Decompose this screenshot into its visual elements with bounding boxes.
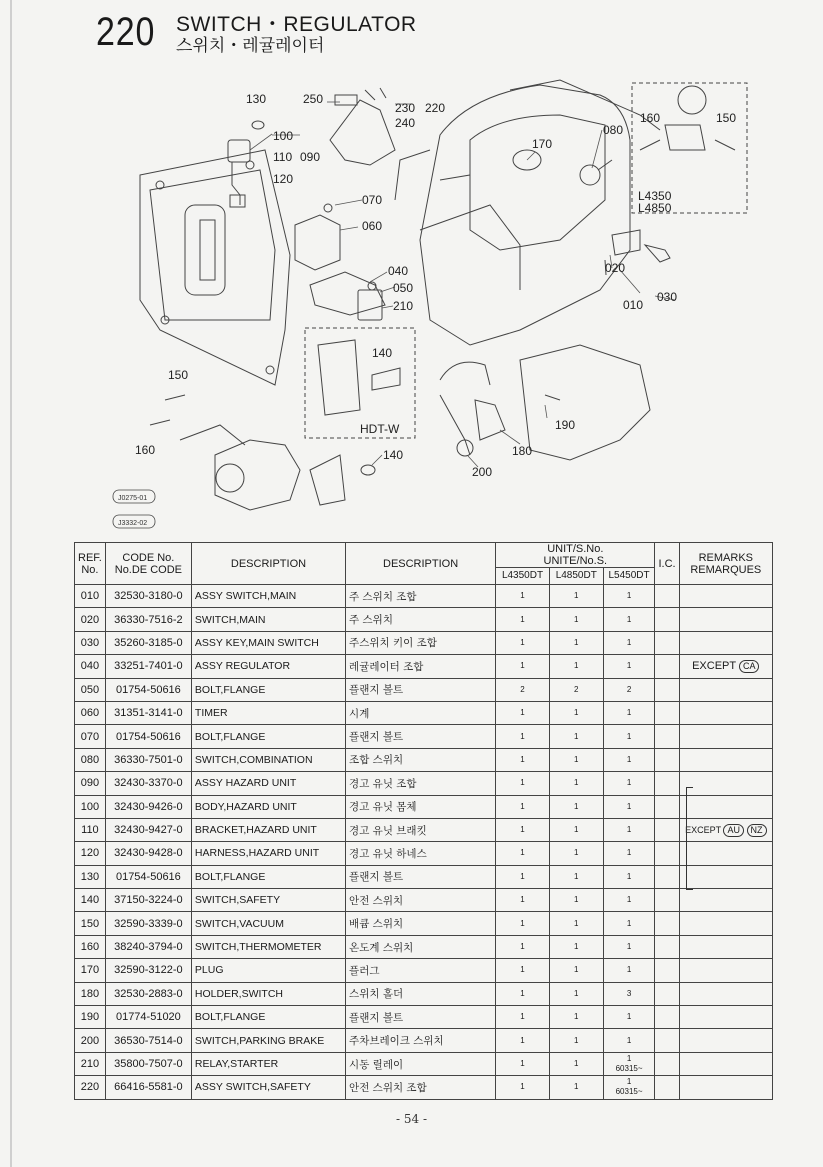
qty-cell: 1 <box>603 585 655 608</box>
code-cell: 32430-9426-0 <box>105 795 191 818</box>
qty-cell: 1 <box>496 701 550 724</box>
table-row <box>75 935 773 958</box>
ic-cell <box>655 701 679 724</box>
ref-cell: 100 <box>75 795 106 818</box>
qty-cell: 1 <box>603 725 655 748</box>
qty-cell: 1 <box>549 725 603 748</box>
header-description: DESCRIPTION <box>191 543 345 585</box>
callout-050: 050 <box>393 281 414 295</box>
remarks-cell <box>679 1029 772 1052</box>
ic-cell <box>655 655 679 678</box>
ref-cell: 020 <box>75 608 106 631</box>
table-row <box>75 912 773 935</box>
header-description-ko: DESCRIPTION <box>346 543 496 585</box>
ic-cell <box>655 912 679 935</box>
callout-190: 190 <box>555 418 576 432</box>
description-ko-cell: 레귤레이터 조합 <box>346 655 496 678</box>
description-ko-cell: 시동 릴레이 <box>346 1052 496 1075</box>
qty-cell: 1 <box>496 585 550 608</box>
ic-cell <box>655 935 679 958</box>
qty-cell: 1 <box>496 959 550 982</box>
qty-cell: 1 <box>603 1006 655 1029</box>
callout-110: 110 <box>273 150 293 164</box>
qty-cell: 1 <box>603 655 655 678</box>
remarks-cell: EXCEPT CA <box>679 655 772 678</box>
ic-cell <box>655 1029 679 1052</box>
callout-060: 060 <box>362 219 383 233</box>
callout-200: 200 <box>472 465 493 479</box>
description-cell: BOLT,FLANGE <box>191 678 345 701</box>
description-cell: ASSY REGULATOR <box>191 655 345 678</box>
table-row <box>75 1052 773 1075</box>
header-code: CODE No. No.DE CODE <box>105 543 191 585</box>
qty-cell: 1 <box>549 1052 603 1075</box>
region-badge: NZ <box>747 824 767 837</box>
remarks-cell <box>679 935 772 958</box>
header-model-1: L4350DT <box>496 568 550 585</box>
ref-cell: 210 <box>75 1052 106 1075</box>
ref-code-1: J0275-01 <box>118 495 148 502</box>
qty-cell: 1 <box>549 795 603 818</box>
ref-cell: 170 <box>75 959 106 982</box>
description-cell: SWITCH,PARKING BRAKE <box>191 1029 345 1052</box>
ref-cell: 040 <box>75 655 106 678</box>
qty-cell: 1 <box>549 701 603 724</box>
remarks-cell <box>679 912 772 935</box>
description-ko-cell: 플랜지 볼트 <box>346 678 496 701</box>
qty-cell: 1 <box>603 912 655 935</box>
qty-cell: 1 <box>496 935 550 958</box>
qty-cell: 1 <box>603 748 655 771</box>
code-cell: 66416-5581-0 <box>105 1076 191 1099</box>
description-cell: SWITCH,MAIN <box>191 608 345 631</box>
qty-cell: 1 <box>549 912 603 935</box>
callout-150a: 150 <box>168 368 189 382</box>
qty-cell: 1 <box>549 842 603 865</box>
table-row <box>75 748 773 771</box>
qty-cell: 1 <box>496 655 550 678</box>
callout-150b: 150 <box>716 111 737 125</box>
callout-010: 010 <box>623 298 644 312</box>
qty-cell: 1 <box>603 818 655 841</box>
description-ko-cell: 플랜지 볼트 <box>346 725 496 748</box>
table-row <box>75 865 773 888</box>
remarks-cell: EXCEPT AU NZ <box>679 818 772 841</box>
table-row <box>75 959 773 982</box>
description-cell: ASSY SWITCH,MAIN <box>191 585 345 608</box>
ic-cell <box>655 585 679 608</box>
qty-cell: 1 <box>496 795 550 818</box>
description-cell: HARNESS,HAZARD UNIT <box>191 842 345 865</box>
remarks-cell <box>679 959 772 982</box>
qty-cell: 1 <box>549 631 603 654</box>
callout-170: 170 <box>532 137 553 151</box>
callout-080: 080 <box>603 123 624 137</box>
code-cell: 36330-7516-2 <box>105 608 191 631</box>
qty-cell: 1 <box>496 1076 550 1099</box>
description-ko-cell: 플러그 <box>346 959 496 982</box>
qty-cell: 1 <box>603 795 655 818</box>
header-ic: I.C. <box>655 543 679 585</box>
remarks-cell <box>679 701 772 724</box>
section-number: 220 <box>96 10 156 54</box>
code-cell: 38240-3794-0 <box>105 935 191 958</box>
code-cell: 35800-7507-0 <box>105 1052 191 1075</box>
table-row <box>75 1006 773 1029</box>
ic-cell <box>655 748 679 771</box>
description-ko-cell: 스위치 홀더 <box>346 982 496 1005</box>
remarks-cell <box>679 889 772 912</box>
ref-cell: 120 <box>75 842 106 865</box>
qty-cell: 2 <box>603 678 655 701</box>
qty-cell: 1 <box>603 772 655 795</box>
ref-cell: 080 <box>75 748 106 771</box>
ic-cell <box>655 818 679 841</box>
description-cell: BOLT,FLANGE <box>191 725 345 748</box>
callout-240: 240 <box>395 116 416 130</box>
code-cell: 32430-9428-0 <box>105 842 191 865</box>
qty-cell: 1 <box>549 959 603 982</box>
ref-cell: 060 <box>75 701 106 724</box>
remark-brace <box>686 787 693 890</box>
qty-cell: 1 <box>496 772 550 795</box>
remarks-cell <box>679 608 772 631</box>
qty-cell: 1 <box>496 631 550 654</box>
qty-cell: 1 <box>496 889 550 912</box>
qty-cell: 1 <box>549 772 603 795</box>
description-ko-cell: 플랜지 볼트 <box>346 1006 496 1029</box>
code-cell: 36330-7501-0 <box>105 748 191 771</box>
table-row <box>75 818 773 841</box>
remarks-cell <box>679 1006 772 1029</box>
ref-cell: 180 <box>75 982 106 1005</box>
qty-cell: 3 <box>603 982 655 1005</box>
callout-140b: 140 <box>383 448 404 462</box>
hdt-label: HDT-W <box>360 422 400 436</box>
qty-cell: 1 <box>496 1006 550 1029</box>
remarks-cell <box>679 865 772 888</box>
qty-cell: 1 <box>603 1029 655 1052</box>
table-row <box>75 585 773 608</box>
qty-cell: 1 <box>496 1052 550 1075</box>
remarks-cell <box>679 725 772 748</box>
parts-table <box>74 542 773 1100</box>
region-badge: CA <box>739 660 760 673</box>
qty-cell: 1 <box>496 982 550 1005</box>
code-cell: 37150-3224-0 <box>105 889 191 912</box>
remarks-cell <box>679 842 772 865</box>
qty-cell: 1 <box>549 1006 603 1029</box>
qty-cell: 1 <box>549 1076 603 1099</box>
qty-cell: 1 <box>603 865 655 888</box>
table-row <box>75 889 773 912</box>
title-english: SWITCH・REGULATOR <box>176 13 417 36</box>
description-cell: SWITCH,VACUUM <box>191 912 345 935</box>
description-cell: SWITCH,SAFETY <box>191 889 345 912</box>
callout-210: 210 <box>393 299 414 313</box>
ref-cell: 070 <box>75 725 106 748</box>
remarks-cell <box>679 678 772 701</box>
ref-cell: 140 <box>75 889 106 912</box>
model-box-line2: L4850 <box>638 201 672 215</box>
qty-cell: 1 <box>496 608 550 631</box>
code-cell: 35260-3185-0 <box>105 631 191 654</box>
description-ko-cell: 안전 스위치 조합 <box>346 1076 496 1099</box>
qty-cell: 1 60315~ <box>603 1052 655 1075</box>
region-badge: AU <box>723 824 744 837</box>
callout-020: 020 <box>605 261 626 275</box>
code-cell: 32430-3370-0 <box>105 772 191 795</box>
callout-180: 180 <box>512 444 533 458</box>
ref-cell: 190 <box>75 1006 106 1029</box>
table-row <box>75 701 773 724</box>
code-cell: 32530-3180-0 <box>105 585 191 608</box>
code-cell: 32590-3122-0 <box>105 959 191 982</box>
description-cell: ASSY KEY,MAIN SWITCH <box>191 631 345 654</box>
ref-cell: 030 <box>75 631 106 654</box>
callout-100: 100 <box>273 129 294 143</box>
table-row <box>75 842 773 865</box>
description-cell: TIMER <box>191 701 345 724</box>
description-cell: BOLT,FLANGE <box>191 865 345 888</box>
code-cell: 32530-2883-0 <box>105 982 191 1005</box>
ref-cell: 130 <box>75 865 106 888</box>
ref-cell: 150 <box>75 912 106 935</box>
description-cell: PLUG <box>191 959 345 982</box>
qty-cell: 1 <box>603 959 655 982</box>
ic-cell <box>655 772 679 795</box>
qty-cell: 1 <box>603 608 655 631</box>
callout-140a: 140 <box>372 346 393 360</box>
code-cell: 01754-50616 <box>105 725 191 748</box>
table-row <box>75 608 773 631</box>
description-cell: SWITCH,COMBINATION <box>191 748 345 771</box>
description-ko-cell: 주차브레이크 스위치 <box>346 1029 496 1052</box>
remarks-cell <box>679 585 772 608</box>
description-cell: BODY,HAZARD UNIT <box>191 795 345 818</box>
ref-cell: 220 <box>75 1076 106 1099</box>
qty-cell: 1 <box>496 1029 550 1052</box>
remarks-cell <box>679 1076 772 1099</box>
callout-040: 040 <box>388 264 409 278</box>
remarks-cell <box>679 748 772 771</box>
remarks-cell <box>679 772 772 795</box>
description-ko-cell: 경고 유닛 몸체 <box>346 795 496 818</box>
code-cell: 01774-51020 <box>105 1006 191 1029</box>
description-ko-cell: 시계 <box>346 701 496 724</box>
description-ko-cell: 경고 유닛 하네스 <box>346 842 496 865</box>
description-ko-cell: 플랜지 볼트 <box>346 865 496 888</box>
qty-cell: 1 <box>496 818 550 841</box>
ic-cell <box>655 1052 679 1075</box>
ic-cell <box>655 842 679 865</box>
header-unit: UNIT/S.No. UNITE/No.S. <box>496 543 655 568</box>
callout-230: 230 <box>395 101 416 115</box>
ic-cell <box>655 889 679 912</box>
remarks-cell <box>679 982 772 1005</box>
remarks-cell <box>679 795 772 818</box>
description-ko-cell: 경고 유닛 브래킷 <box>346 818 496 841</box>
callout-130: 130 <box>246 92 267 106</box>
header-remarks: REMARKS REMARQUES <box>679 543 772 585</box>
qty-cell: 2 <box>496 678 550 701</box>
description-cell: BRACKET,HAZARD UNIT <box>191 818 345 841</box>
ic-cell <box>655 982 679 1005</box>
ic-cell <box>655 608 679 631</box>
page-number: - 54 - <box>395 1112 427 1126</box>
parts-diagram <box>0 0 823 540</box>
qty-cell: 1 60315~ <box>603 1076 655 1099</box>
code-cell: 33251-7401-0 <box>105 655 191 678</box>
description-ko-cell: 주 스위치 <box>346 608 496 631</box>
table-row <box>75 795 773 818</box>
description-ko-cell: 배큠 스위치 <box>346 912 496 935</box>
qty-cell: 1 <box>549 982 603 1005</box>
qty-cell: 1 <box>549 748 603 771</box>
qty-cell: 1 <box>549 818 603 841</box>
remarks-cell <box>679 631 772 654</box>
header-ref: REF. No. <box>75 543 106 585</box>
callout-220: 220 <box>425 101 446 115</box>
description-ko-cell: 주 스위치 조합 <box>346 585 496 608</box>
qty-cell: 1 <box>603 631 655 654</box>
callout-030: 030 <box>657 290 678 304</box>
ref-cell: 200 <box>75 1029 106 1052</box>
table-row <box>75 678 773 701</box>
table-row <box>75 655 773 678</box>
description-cell: HOLDER,SWITCH <box>191 982 345 1005</box>
qty-cell: 1 <box>603 935 655 958</box>
ic-cell <box>655 725 679 748</box>
code-cell: 01754-50616 <box>105 678 191 701</box>
description-cell: SWITCH,THERMOMETER <box>191 935 345 958</box>
header-model-2: L4850DT <box>549 568 603 585</box>
description-cell: ASSY HAZARD UNIT <box>191 772 345 795</box>
callout-070: 070 <box>362 193 383 207</box>
table-row <box>75 1076 773 1099</box>
ref-cell: 090 <box>75 772 106 795</box>
ref-cell: 160 <box>75 935 106 958</box>
title-korean: 스위치・레귤레이터 <box>176 36 325 56</box>
description-cell: BOLT,FLANGE <box>191 1006 345 1029</box>
ref-code-2: J3332-02 <box>118 520 148 527</box>
table-row <box>75 725 773 748</box>
ref-cell: 110 <box>75 818 106 841</box>
description-ko-cell: 주스위치 키이 조합 <box>346 631 496 654</box>
qty-cell: 1 <box>496 842 550 865</box>
qty-cell: 1 <box>549 585 603 608</box>
qty-cell: 2 <box>549 678 603 701</box>
ic-cell <box>655 795 679 818</box>
remarks-cell <box>679 1052 772 1075</box>
table-row <box>75 631 773 654</box>
ic-cell <box>655 865 679 888</box>
qty-cell: 1 <box>549 1029 603 1052</box>
table-row <box>75 1029 773 1052</box>
ic-cell <box>655 678 679 701</box>
callout-160a: 160 <box>135 443 156 457</box>
callout-120: 120 <box>273 172 294 186</box>
qty-cell: 1 <box>549 889 603 912</box>
qty-cell: 1 <box>496 865 550 888</box>
code-cell: 01754-50616 <box>105 865 191 888</box>
code-cell: 31351-3141-0 <box>105 701 191 724</box>
description-ko-cell: 안전 스위치 <box>346 889 496 912</box>
qty-cell: 1 <box>549 608 603 631</box>
qty-cell: 1 <box>549 935 603 958</box>
ref-cell: 010 <box>75 585 106 608</box>
code-cell: 36530-7514-0 <box>105 1029 191 1052</box>
qty-cell: 1 <box>496 912 550 935</box>
description-cell: ASSY SWITCH,SAFETY <box>191 1076 345 1099</box>
table-row <box>75 772 773 795</box>
ic-cell <box>655 1006 679 1029</box>
ic-cell <box>655 631 679 654</box>
model-box-line1: L4350 <box>638 189 672 203</box>
code-cell: 32430-9427-0 <box>105 818 191 841</box>
description-cell: RELAY,STARTER <box>191 1052 345 1075</box>
description-ko-cell: 조합 스위치 <box>346 748 496 771</box>
ic-cell <box>655 1076 679 1099</box>
header-model-3: L5450DT <box>603 568 655 585</box>
qty-cell: 1 <box>549 655 603 678</box>
callout-250: 250 <box>303 92 324 106</box>
description-ko-cell: 온도계 스위치 <box>346 935 496 958</box>
callout-090: 090 <box>300 150 321 164</box>
table-row <box>75 982 773 1005</box>
ref-cell: 050 <box>75 678 106 701</box>
qty-cell: 1 <box>603 701 655 724</box>
qty-cell: 1 <box>603 889 655 912</box>
qty-cell: 1 <box>549 865 603 888</box>
code-cell: 32590-3339-0 <box>105 912 191 935</box>
qty-cell: 1 <box>496 748 550 771</box>
description-ko-cell: 경고 유닛 조합 <box>346 772 496 795</box>
ic-cell <box>655 959 679 982</box>
qty-cell: 1 <box>603 842 655 865</box>
qty-cell: 1 <box>496 725 550 748</box>
callout-160b: 160 <box>640 111 661 125</box>
